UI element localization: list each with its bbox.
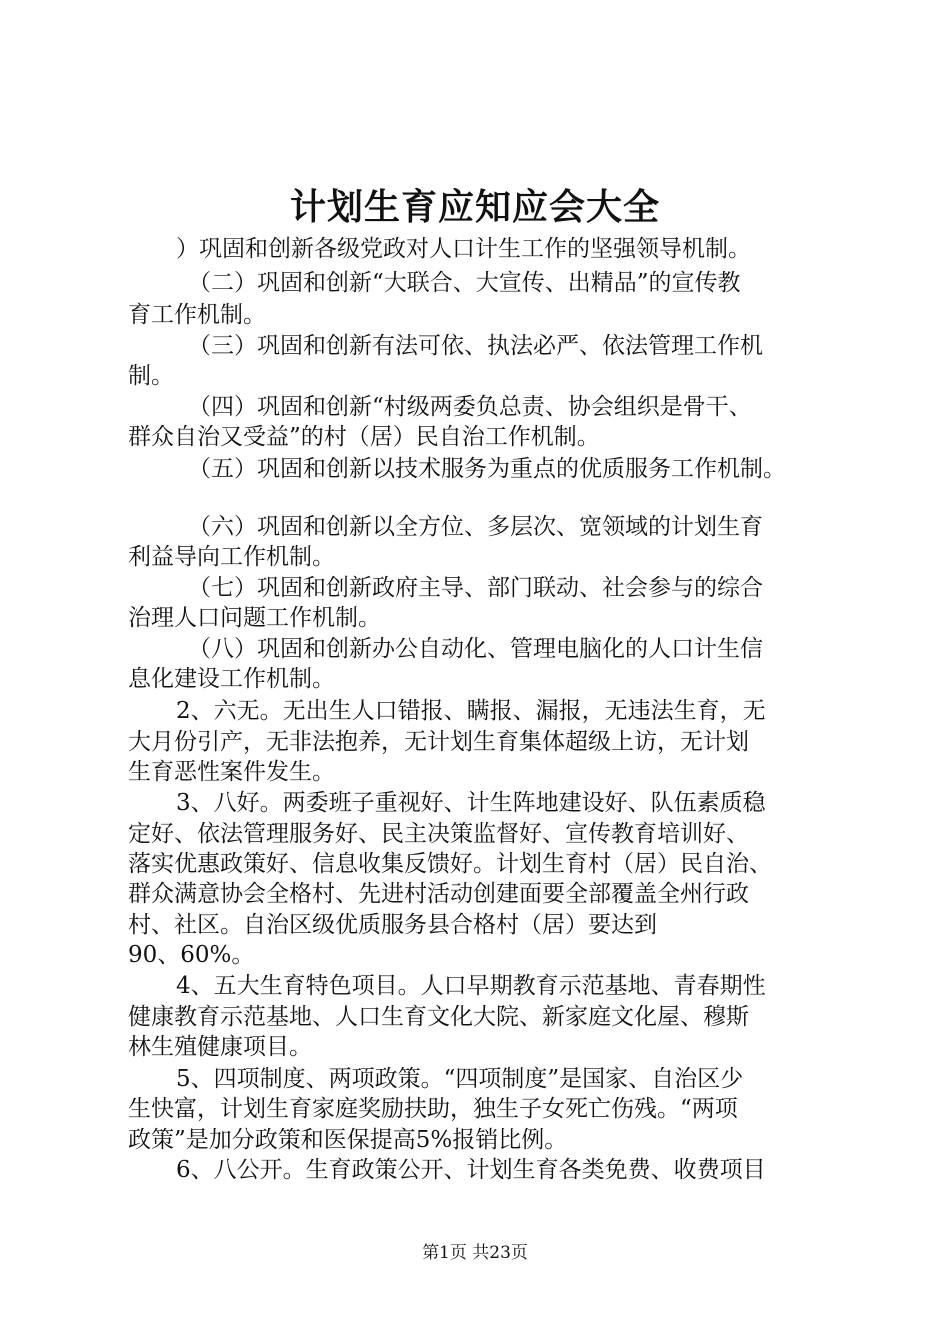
text-line: 大月份引产，无非法抱养，无计划生育集体超级上访，无计划 [128,729,749,755]
text-line: 生育恶性案件发生。 [128,759,335,785]
text-line: 群众自治又受益”的村（居）民自治工作机制。 [128,424,600,450]
text-line: （七）巩固和创新政府主导、部门联动、社会参与的综合 [188,575,763,601]
text-line: 治理人口问题工作机制。 [128,605,381,631]
text-line: 定好、依法管理服务好、民主决策监督好、宣传教育培训好、 [128,821,749,847]
page-footer: 第1页 共23页 [422,1243,528,1263]
text-line: 生快富，计划生育家庭奖励扶助，独生子女死亡伤残。“两项 [128,1096,738,1122]
text-line: 政策”是加分政策和医保提高5%报销比例。 [128,1127,568,1153]
text-line: 90、60%。 [128,942,255,968]
text-line: （八）巩固和创新办公自动化、管理电脑化的人口计生信 [188,636,763,662]
document-title: 计划生育应知应会大全 [289,187,660,228]
text-line: 息化建设工作机制。 [128,666,335,692]
text-line: （六）巩固和创新以全方位、多层次、宽领域的计划生育 [188,514,763,540]
text-line: （三）巩固和创新有法可依、执法必严、依法管理工作机 [188,333,763,359]
text-line: （四）巩固和创新“村级两委负总责、协会组织是骨干、 [188,394,752,420]
text-line: （二）巩固和创新“大联合、大宣传、出精品”的宣传教 [188,270,741,296]
text-line: 利益导向工作机制。 [128,544,335,570]
text-line: 2、六无。无出生人口错报、瞒报、漏报，无违法生育，无 [176,698,766,724]
text-line: 制。 [128,363,174,389]
text-line: 5、四项制度、两项政策。“四项制度”是国家、自治区少 [176,1066,744,1092]
text-line: （五）巩固和创新以技术服务为重点的优质服务工作机制。 [188,456,786,482]
text-line: 群众满意协会全格村、先进村活动创建面要全部覆盖全州行政 [128,881,749,907]
text-line: 育工作机制。 [128,302,266,328]
text-line: 村、社区。自治区级优质服务县合格村（居）要达到 [128,912,657,938]
text-line: 落实优惠政策好、信息收集反馈好。计划生育村（居）民自治、 [128,851,772,877]
text-line: 健康教育示范基地、人口生育文化大院、新家庭文化屋、穆斯 [128,1004,749,1030]
text-line: 4、五大生育特色项目。人口早期教育示范基地、青春期性 [176,973,766,999]
text-line: 6、八公开。生育政策公开、计划生育各类免费、收费项目 [176,1157,766,1183]
text-line: ）巩固和创新各级党政对人口计生工作的坚强领导机制。 [176,236,751,262]
text-line: 3、八好。两委班子重视好、计生阵地建设好、队伍素质稳 [176,790,766,816]
text-line: 林生殖健康项目。 [128,1034,312,1060]
